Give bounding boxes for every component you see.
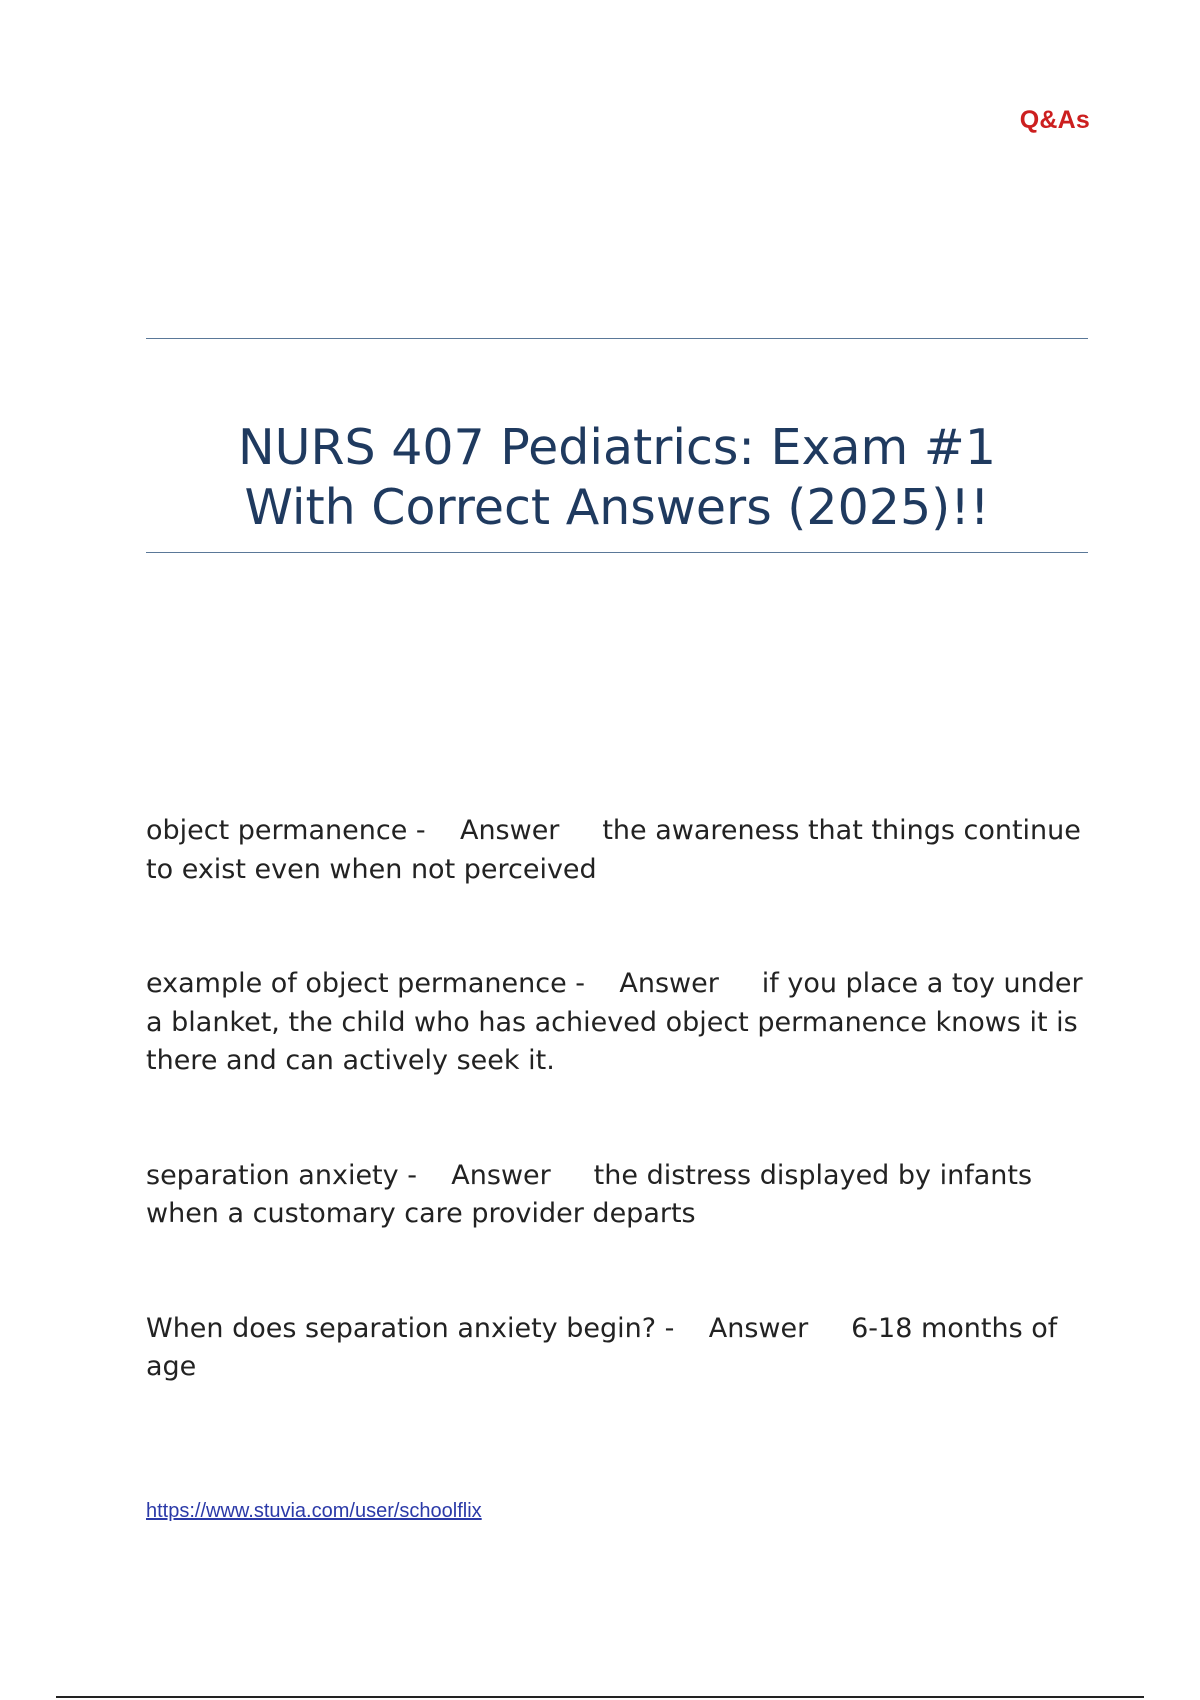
qa-answer: the awareness that things continue to exist even when not perceived bbox=[146, 815, 1081, 885]
qa-question: example of object permanence - bbox=[146, 968, 586, 999]
title-top-rule bbox=[146, 338, 1088, 339]
qa-question: object permanence - bbox=[146, 815, 426, 846]
qa-item bbox=[146, 1157, 1106, 1234]
qa-answer: 6-18 months of age bbox=[146, 1312, 1058, 1382]
title-bottom-rule bbox=[146, 552, 1088, 553]
page-footer-rule bbox=[56, 1696, 1144, 1698]
qa-header-tag: Q&As bbox=[1019, 106, 1090, 134]
qa-item bbox=[146, 965, 1106, 1081]
qa-answer-label: Answer bbox=[708, 1312, 809, 1344]
qa-question: separation anxiety - bbox=[146, 1159, 417, 1191]
qa-answer: the distress displayed by infants when a customary care provider departs bbox=[146, 1159, 1033, 1229]
qa-answer-label: Answer bbox=[459, 815, 560, 846]
document-title-line-1: NURS 407 Pediatrics: Exam #1 bbox=[237, 419, 997, 476]
qa-question: When does separation anxiety begin? - bbox=[146, 1312, 675, 1344]
qa-item bbox=[146, 1310, 1106, 1387]
qa-answer-label: Answer bbox=[451, 1159, 551, 1191]
qa-answer: if you place a toy under a blanket, the child who has achieved object permanence knows it is there and can actively seek it. bbox=[146, 968, 1083, 1076]
qa-list bbox=[146, 812, 1106, 1463]
qa-item bbox=[146, 812, 1106, 889]
document-title bbox=[146, 418, 1088, 538]
qa-answer-label: Answer bbox=[619, 968, 719, 999]
document-title-line-2: With Correct Answers (2025)!! bbox=[244, 479, 990, 536]
source-link[interactable]: https://www.stuvia.com/user/schoolflix bbox=[146, 1500, 482, 1522]
